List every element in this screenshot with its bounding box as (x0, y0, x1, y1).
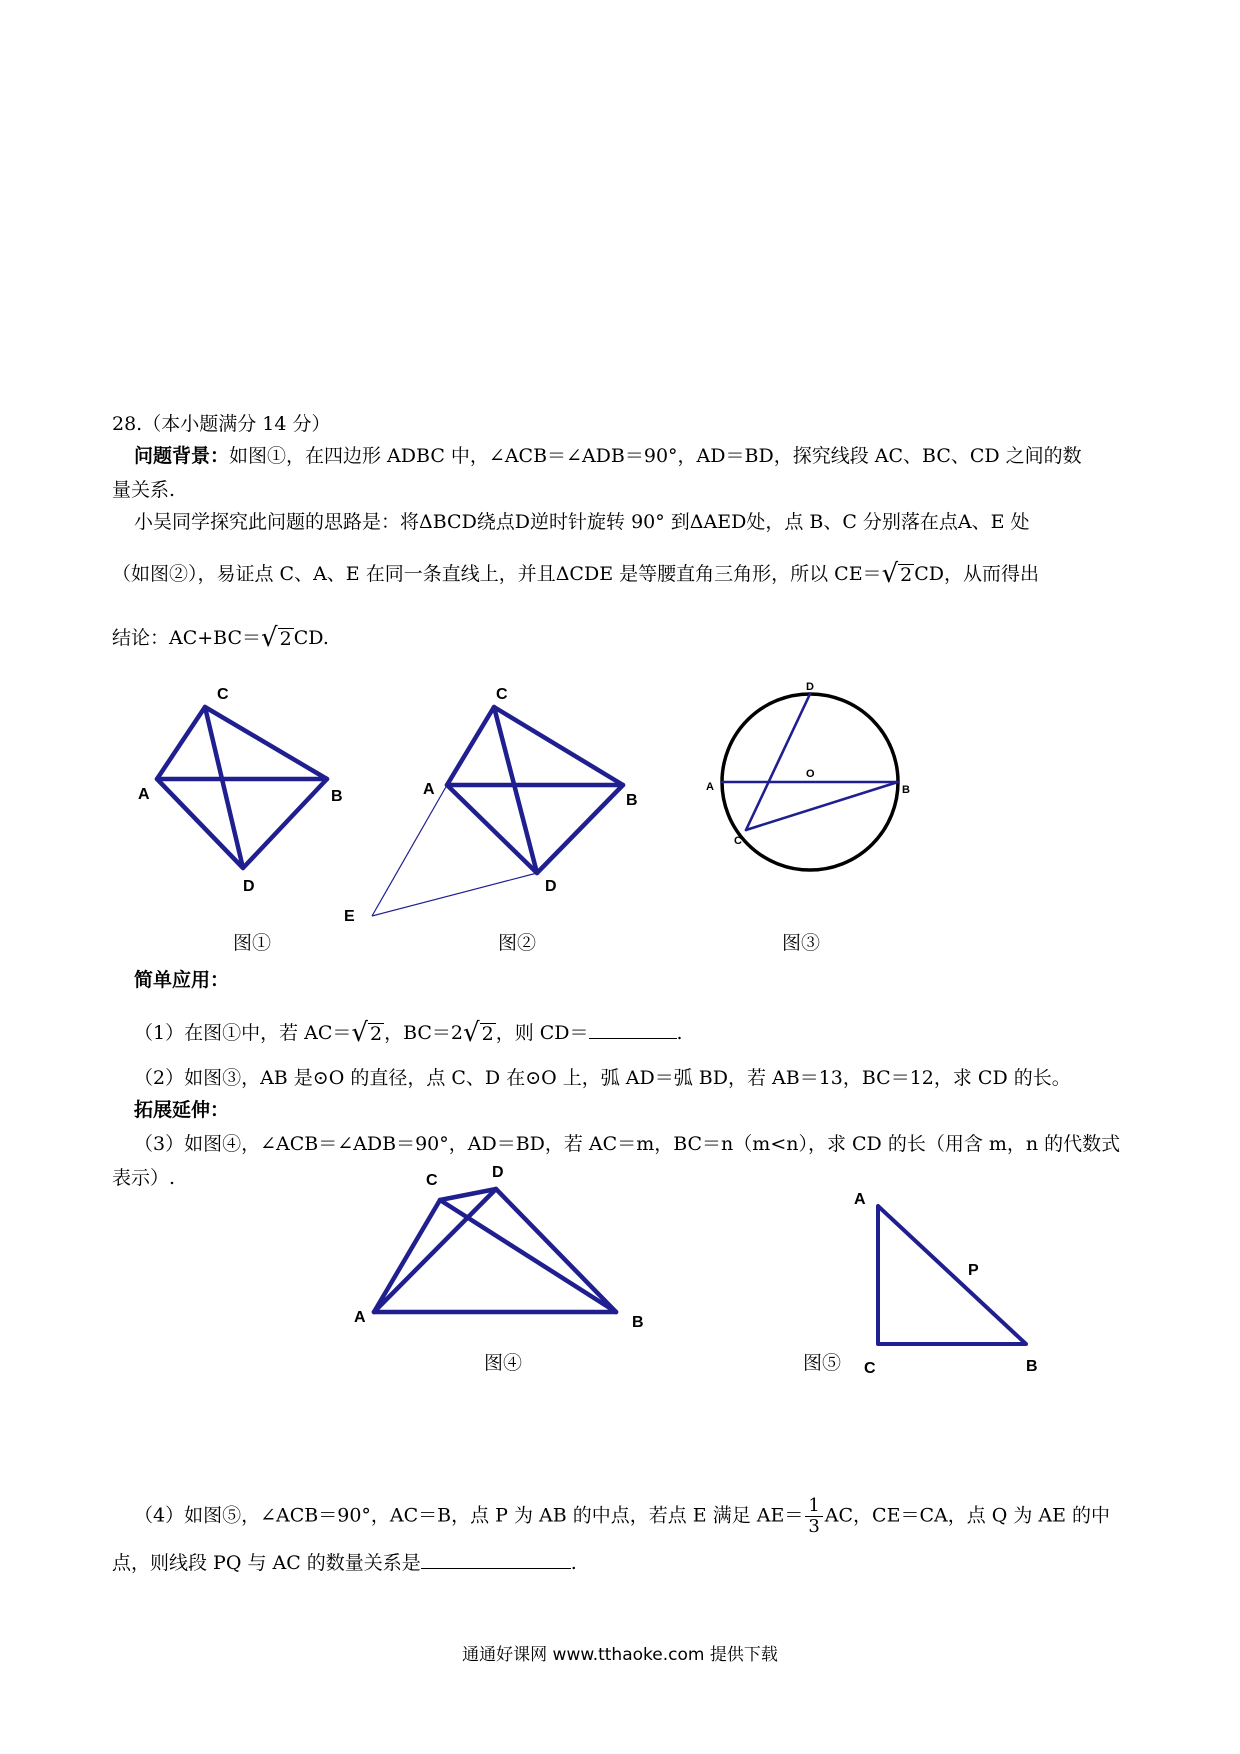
fig1-label-d: D (243, 878, 255, 895)
approach-text-b: CD，从而得出 (914, 563, 1040, 585)
background-line (134, 444, 1082, 468)
approach-line-1: 小吴同学探究此问题的思路是：将ΔBCD绕点D逆时针旋转 90° 到ΔAED处，点 B、C 分别落在点A、E 处 (134, 511, 1030, 533)
fig3-label-b: B (902, 784, 910, 796)
problem-header: 28.（本小题满分 14 分） (112, 413, 331, 435)
page-footer: 通通好课网 www.tthaoke.com 提供下载 (462, 1645, 778, 1665)
conclusion-line (112, 623, 329, 653)
figure-1-caption: 图① (233, 932, 272, 954)
extension-title: 拓展延伸： (134, 1099, 230, 1121)
fig3-label-d: D (806, 681, 814, 693)
question-2: （2）如图③，AB 是⊙O 的直径，点 C、D 在⊙O 上，弧 AD＝弧 BD，若 AB＝13，BC＝12，求 CD 的长。 (134, 1067, 1071, 1089)
figure-1 (130, 680, 370, 900)
fig4-label-c: C (426, 1172, 438, 1189)
fig5-label-c: C (864, 1360, 876, 1377)
fig5-label-a: A (854, 1191, 866, 1208)
q1-text-a: （1）在图①中，若 AC＝ (134, 1022, 352, 1044)
figure-2 (340, 680, 640, 930)
fig3-label-c: C (734, 835, 742, 847)
application-title: 简单应用： (134, 969, 230, 991)
conclusion-text-b: CD. (293, 627, 329, 649)
fig2-label-d: D (545, 878, 557, 895)
fig5-label-p: P (968, 1262, 979, 1279)
background-title: 问题背景： (134, 445, 230, 467)
figure-4 (350, 1160, 670, 1330)
figure-3-caption: 图③ (782, 932, 821, 954)
fig3-chord-cb (746, 782, 898, 830)
sqrt-expression: √ 2 (351, 1018, 383, 1048)
fig2-label-b: B (626, 792, 638, 809)
fig1-label-b: B (331, 788, 343, 805)
fig1-quadrilateral (157, 707, 327, 868)
q4-text-c: 点，则线段 PQ 与 AC 的数量关系是 (112, 1552, 421, 1574)
question-4-line-1 (134, 1496, 1110, 1537)
answer-blank-1[interactable] (589, 1020, 677, 1039)
fig2-label-e: E (344, 908, 355, 925)
answer-blank-4[interactable] (421, 1550, 571, 1569)
figure-5-caption: 图⑤ (803, 1352, 842, 1374)
fig4-label-d: D (492, 1164, 504, 1181)
fig1-diagonal-cd (205, 707, 243, 868)
figure-4-caption: 图④ (484, 1352, 523, 1374)
q4-text-b: AC，CE＝CA，点 Q 为 AE 的中 (824, 1504, 1111, 1527)
fig2-label-c: C (496, 686, 508, 703)
sqrt-expression: √ 2 (261, 623, 292, 653)
figure-2-caption: 图② (498, 932, 537, 954)
approach-text-a: （如图②），易证点 C、A、E 在同一条直线上，并且ΔCDE 是等腰直角三角形，所以 CE＝ (112, 563, 882, 585)
fraction-one-third: $\frac{1}{3}$ (805, 1496, 822, 1537)
background-text: 如图①，在四边形 ADBC 中，∠ACB＝∠ADB＝90°，AD＝BD，探究线段 AC、BC、CD 之间的数 (229, 445, 1082, 467)
background-text-2: 量关系. (112, 479, 176, 501)
fig4-label-a: A (354, 1309, 366, 1326)
q4-text-a: （4）如图⑤，∠ACB＝90°，AC＝B，点 P 为 AB 的中点，若点 E 满足 AE＝ (134, 1504, 804, 1527)
fig2-segment-ae (372, 785, 447, 916)
question-3-line-1: （3）如图④，∠ACB＝∠ADB＝90°，AD＝BD，若 AC＝m，BC＝n（m<n），求 CD 的长（用含 m，n 的代数式 (134, 1133, 1121, 1155)
fig4-label-b: B (632, 1314, 644, 1331)
fig4-segment-db (496, 1189, 616, 1312)
fig3-label-a: A (706, 781, 714, 793)
question-1: （1）在图①中，若 AC＝ √ 2 ，BC＝2 √ 2 ，则 CD＝ . (134, 1018, 683, 1048)
figure-3 (700, 676, 920, 886)
fig2-label-a: A (423, 781, 435, 798)
sqrt-expression: √ 2 (463, 1018, 494, 1048)
fig2-diagonal-cd (494, 707, 537, 873)
conclusion-text-a: 结论：AC+BC＝ (112, 627, 262, 649)
fig2-segment-ed (372, 873, 537, 916)
q1-text-b: ，BC＝2 (384, 1022, 464, 1044)
q1-text-c: ，则 CD＝ (495, 1022, 589, 1044)
fig3-label-o: O (806, 768, 815, 780)
approach-line-2 (112, 559, 1040, 589)
fig1-label-a: A (138, 786, 150, 803)
question-4-line-2: 点，则线段 PQ 与 AC 的数量关系是 . (112, 1552, 577, 1574)
sqrt-expression: √ 2 (881, 559, 913, 589)
fig5-right-triangle (878, 1206, 1026, 1344)
figure-5 (850, 1184, 1050, 1384)
question-3-line-2: 表示）. (112, 1167, 176, 1189)
fig2-quadrilateral (447, 707, 623, 873)
fig5-label-b: B (1026, 1358, 1038, 1375)
fig1-label-c: C (217, 686, 229, 703)
